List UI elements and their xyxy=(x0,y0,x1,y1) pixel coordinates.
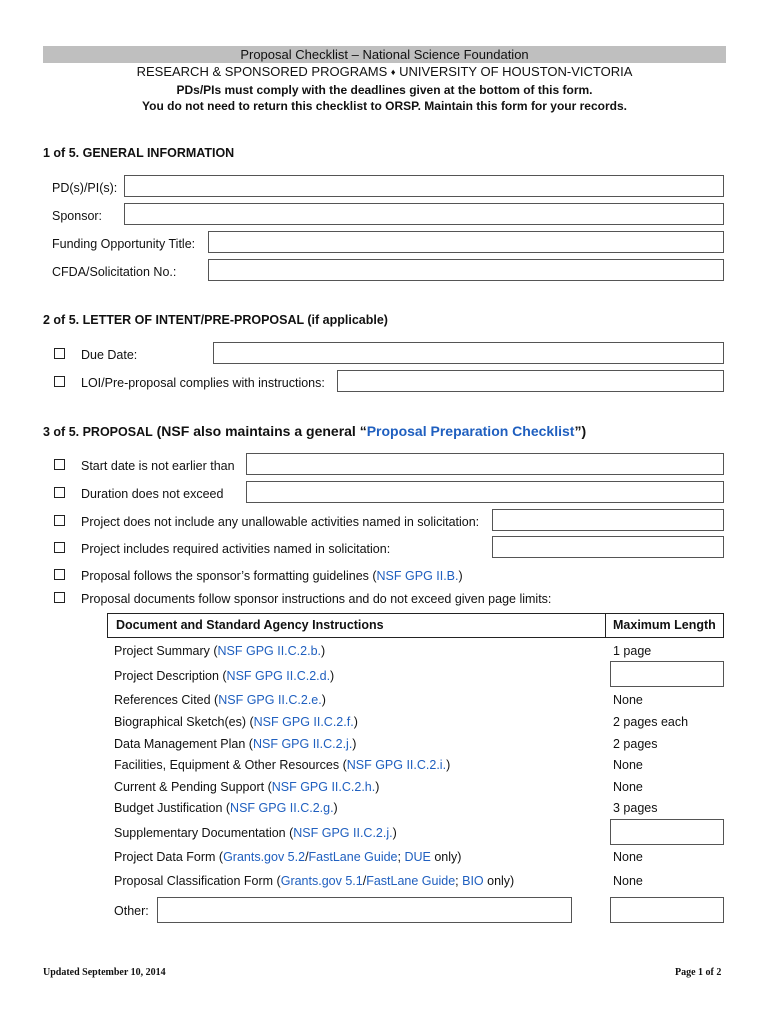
row-max: 3 pages xyxy=(613,801,658,815)
row-max: 2 pages each xyxy=(613,715,689,729)
grants-gov-51-link[interactable]: Grants.gov 5.1 xyxy=(280,874,363,888)
section3-close: ”) xyxy=(574,423,587,439)
section3-prefix: 3 of 5. PROPOSAL xyxy=(43,425,153,439)
page-limits-checkbox[interactable] xyxy=(54,592,65,603)
pcf-prefix: Proposal Classification Form ( xyxy=(114,874,281,888)
row-max: None xyxy=(613,780,643,794)
col-max-length-header: Maximum Length xyxy=(613,618,716,632)
row-suffix: ) xyxy=(446,758,451,772)
row-link[interactable]: NSF GPG II.C.2.f. xyxy=(253,715,354,729)
row-link[interactable]: NSF GPG II.C.2.i. xyxy=(346,758,447,772)
row-prefix: Facilities, Equipment & Other Resources ( xyxy=(114,758,347,772)
table-row-name xyxy=(114,692,326,708)
duration-checkbox[interactable] xyxy=(54,487,65,498)
row-suffix: ) xyxy=(392,826,397,840)
due-date-checkbox[interactable] xyxy=(54,348,65,359)
duration-field[interactable] xyxy=(246,481,724,503)
updated-date: Updated September 10, 2014 xyxy=(43,967,166,978)
required-activities-checkbox[interactable] xyxy=(54,542,65,553)
table-row-name xyxy=(114,800,338,816)
row-prefix: Project Description ( xyxy=(114,669,227,683)
section2-heading: 2 of 5. LETTER OF INTENT/PRE-PROPOSAL (if applicable) xyxy=(43,313,388,327)
due-link[interactable]: DUE xyxy=(404,850,431,864)
row-max: 2 pages xyxy=(613,737,658,751)
row-suffix: ) xyxy=(375,780,380,794)
row-link[interactable]: NSF GPG II.C.2.b. xyxy=(217,644,321,658)
due-date-field[interactable] xyxy=(213,342,724,364)
other-document-field[interactable] xyxy=(157,897,572,923)
row-link[interactable]: NSF GPG II.C.2.j. xyxy=(252,737,353,751)
funding-title-field[interactable] xyxy=(208,231,724,253)
start-date-field[interactable] xyxy=(246,453,724,475)
cfda-label: CFDA/Solicitation No.: xyxy=(52,265,177,279)
other-label: Other: xyxy=(114,904,149,918)
table-row-name xyxy=(114,736,356,752)
section1-heading: 1 of 5. GENERAL INFORMATION xyxy=(43,146,235,160)
row-suffix: ) xyxy=(321,644,326,658)
classification-form-row xyxy=(114,873,514,889)
pcf-semi: ; xyxy=(455,874,463,888)
due-date-label: Due Date: xyxy=(81,348,138,362)
project-data-form-max: None xyxy=(613,850,643,864)
row-link[interactable]: NSF GPG II.C.2.d. xyxy=(226,669,331,683)
table-row-name xyxy=(114,825,397,841)
row-suffix: ) xyxy=(330,669,335,683)
supplementary-max-field[interactable] xyxy=(610,819,724,845)
formatting-prefix: Proposal follows the sponsor’s formatting guidelines ( xyxy=(81,569,377,583)
org-university: UNIVERSITY OF HOUSTON-VICTORIA xyxy=(399,64,633,79)
records-note: You do not need to return this checklist to ORSP. Maintain this form for your records. xyxy=(142,99,627,113)
section3-heading xyxy=(43,423,586,439)
row-prefix: Budget Justification ( xyxy=(114,801,231,815)
row-link[interactable]: NSF GPG II.C.2.g. xyxy=(230,801,334,815)
pcf-suffix: only) xyxy=(483,874,515,888)
loi-label: LOI/Pre-proposal complies with instructions: xyxy=(81,376,325,390)
gpg-iib-link[interactable]: NSF GPG II.B. xyxy=(376,569,459,583)
fastlane-guide-link[interactable]: FastLane Guide xyxy=(366,874,456,888)
row-max: 1 page xyxy=(613,644,652,658)
cfda-field[interactable] xyxy=(208,259,724,281)
table-row-name xyxy=(114,779,379,795)
pdf-prefix: Project Data Form ( xyxy=(114,850,224,864)
org-dept: RESEARCH & SPONSORED PROGRAMS xyxy=(136,64,388,79)
prep-checklist-link[interactable]: Proposal Preparation Checklist xyxy=(366,423,575,439)
header-divider xyxy=(605,614,606,637)
sponsor-field[interactable] xyxy=(124,203,724,225)
loi-checkbox[interactable] xyxy=(54,376,65,387)
row-prefix: Current & Pending Support ( xyxy=(114,780,272,794)
sponsor-label: Sponsor: xyxy=(52,209,103,223)
deadline-note: PDs/PIs must comply with the deadlines given at the bottom of this form. xyxy=(176,83,593,97)
col-document-header: Document and Standard Agency Instructions xyxy=(116,618,384,632)
row-suffix: ) xyxy=(353,715,358,729)
row-link[interactable]: NSF GPG II.C.2.j. xyxy=(293,826,393,840)
row-prefix: Data Management Plan ( xyxy=(114,737,253,751)
project-data-form-row xyxy=(114,849,461,865)
row-link[interactable]: NSF GPG II.C.2.e. xyxy=(218,693,322,707)
row-prefix: References Cited ( xyxy=(114,693,219,707)
row-suffix: ) xyxy=(352,737,357,751)
bio-link[interactable]: BIO xyxy=(462,874,484,888)
start-date-checkbox[interactable] xyxy=(54,459,65,470)
unallowable-field[interactable] xyxy=(492,509,724,531)
form-title: Proposal Checklist – National Science Foundation xyxy=(43,46,726,63)
required-activities-label: Project includes required activities named in solicitation: xyxy=(81,542,391,556)
org-subtitle xyxy=(43,63,726,81)
formatting-label xyxy=(81,568,463,584)
funding-title-label: Funding Opportunity Title: xyxy=(52,237,196,251)
table-row-name xyxy=(114,714,358,730)
row-max: None xyxy=(613,758,643,772)
pcf-sep: / xyxy=(362,874,367,888)
document-table-header xyxy=(107,613,724,638)
table-row-name xyxy=(114,643,325,659)
other-max-field[interactable] xyxy=(610,897,724,923)
start-date-label: Start date is not earlier than xyxy=(81,459,235,473)
project-description-max-field[interactable] xyxy=(610,661,724,687)
duration-label: Duration does not exceed xyxy=(81,487,224,501)
pdf-sep: / xyxy=(305,850,309,864)
row-prefix: Supplementary Documentation ( xyxy=(114,826,294,840)
row-link[interactable]: NSF GPG II.C.2.h. xyxy=(271,780,376,794)
loi-field[interactable] xyxy=(337,370,724,392)
section3-open: (NSF also maintains a general “ xyxy=(152,423,367,439)
pdf-suffix: only) xyxy=(430,850,462,864)
row-prefix: Biographical Sketch(es) ( xyxy=(114,715,254,729)
grants-gov-52-link[interactable]: Grants.gov 5.2 xyxy=(223,850,306,864)
unallowable-label: Project does not include any unallowable activities named in solicitation: xyxy=(81,515,480,529)
row-suffix: ) xyxy=(321,693,326,707)
diamond-icon: ♦ xyxy=(390,67,396,77)
classification-form-max: None xyxy=(613,874,643,888)
page-number: Page 1 of 2 xyxy=(675,967,722,978)
pi-field[interactable] xyxy=(124,175,724,197)
row-prefix: Project Summary ( xyxy=(114,644,218,658)
pi-label: PD(s)/PI(s): xyxy=(52,181,118,195)
required-activities-field[interactable] xyxy=(492,536,724,558)
unallowable-checkbox[interactable] xyxy=(54,515,65,526)
table-row-name xyxy=(114,757,450,773)
row-max: None xyxy=(613,693,643,707)
row-suffix: ) xyxy=(333,801,338,815)
formatting-suffix: ) xyxy=(458,569,463,583)
page-limits-label: Proposal documents follow sponsor instructions and do not exceed given page limits: xyxy=(81,592,552,606)
fastlane-guide-link[interactable]: FastLane Guide xyxy=(308,850,398,864)
table-row-name xyxy=(114,668,334,684)
formatting-checkbox[interactable] xyxy=(54,569,65,580)
pdf-semi: ; xyxy=(397,850,405,864)
